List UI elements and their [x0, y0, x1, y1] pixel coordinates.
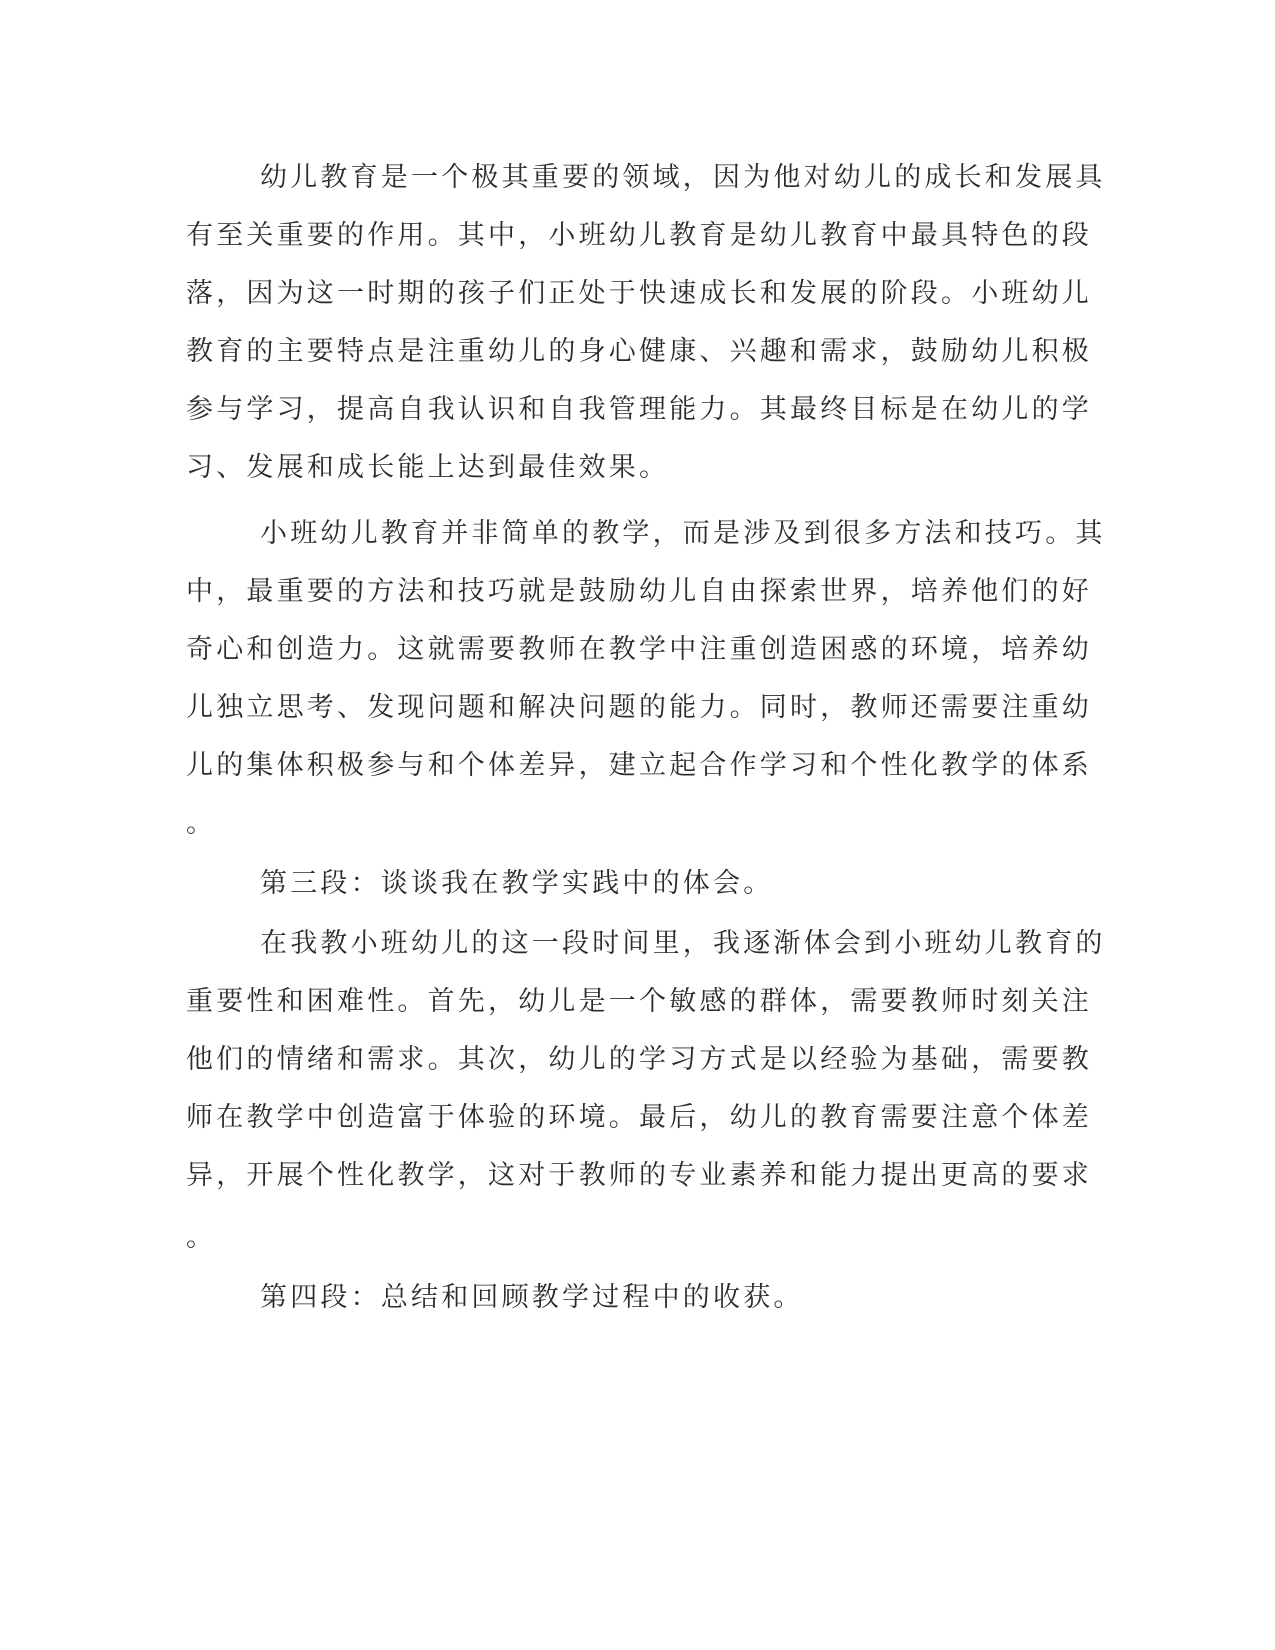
- paragraph-2-line-4: 儿独立思考、发现问题和解决问题的能力。同时，教师还需要注重幼: [186, 692, 1092, 723]
- paragraph-2-line-1: 小班幼儿教育并非简单的教学，而是涉及到很多方法和技巧。其: [260, 518, 1106, 549]
- paragraph-4-line-6: 。: [186, 1222, 217, 1253]
- paragraph-1-line-2: 有至关重要的作用。其中，小班幼儿教育是幼儿教育中最具特色的段: [186, 220, 1092, 251]
- paragraph-4-line-4: 师在教学中创造富于体验的环境。最后，幼儿的教育需要注意个体差: [186, 1102, 1092, 1133]
- paragraph-4-line-2: 重要性和困难性。首先，幼儿是一个敏感的群体，需要教师时刻关注: [186, 986, 1092, 1017]
- paragraph-1-line-6: 习、发展和成长能上达到最佳效果。: [186, 452, 670, 483]
- paragraph-1-line-5: 参与学习，提高自我认识和自我管理能力。其最终目标是在幼儿的学: [186, 394, 1092, 425]
- paragraph-1-line-1: 幼儿教育是一个极其重要的领域，因为他对幼儿的成长和发展具: [260, 162, 1106, 193]
- paragraph-1-line-4: 教育的主要特点是注重幼儿的身心健康、兴趣和需求，鼓励幼儿积极: [186, 336, 1092, 367]
- paragraph-2-line-2: 中，最重要的方法和技巧就是鼓励幼儿自由探索世界，培养他们的好: [186, 576, 1092, 607]
- paragraph-4-line-1: 在我教小班幼儿的这一段时间里，我逐渐体会到小班幼儿教育的: [260, 928, 1106, 959]
- paragraph-2-line-3: 奇心和创造力。这就需要教师在教学中注重创造困惑的环境，培养幼: [186, 634, 1092, 665]
- paragraph-2-line-5: 儿的集体积极参与和个体差异，建立起合作学习和个性化教学的体系: [186, 750, 1092, 781]
- paragraph-4-line-5: 异，开展个性化教学，这对于教师的专业素养和能力提出更高的要求: [186, 1160, 1092, 1191]
- paragraph-1-line-3: 落，因为这一时期的孩子们正处于快速成长和发展的阶段。小班幼儿: [186, 278, 1092, 309]
- paragraph-2-line-6: 。: [186, 808, 217, 839]
- paragraph-4-line-3: 他们的情绪和需求。其次，幼儿的学习方式是以经验为基础，需要教: [186, 1044, 1092, 1075]
- section-3-heading: 第三段：谈谈我在教学实践中的体会。: [260, 868, 774, 899]
- section-4-heading: 第四段：总结和回顾教学过程中的收获。: [260, 1282, 804, 1313]
